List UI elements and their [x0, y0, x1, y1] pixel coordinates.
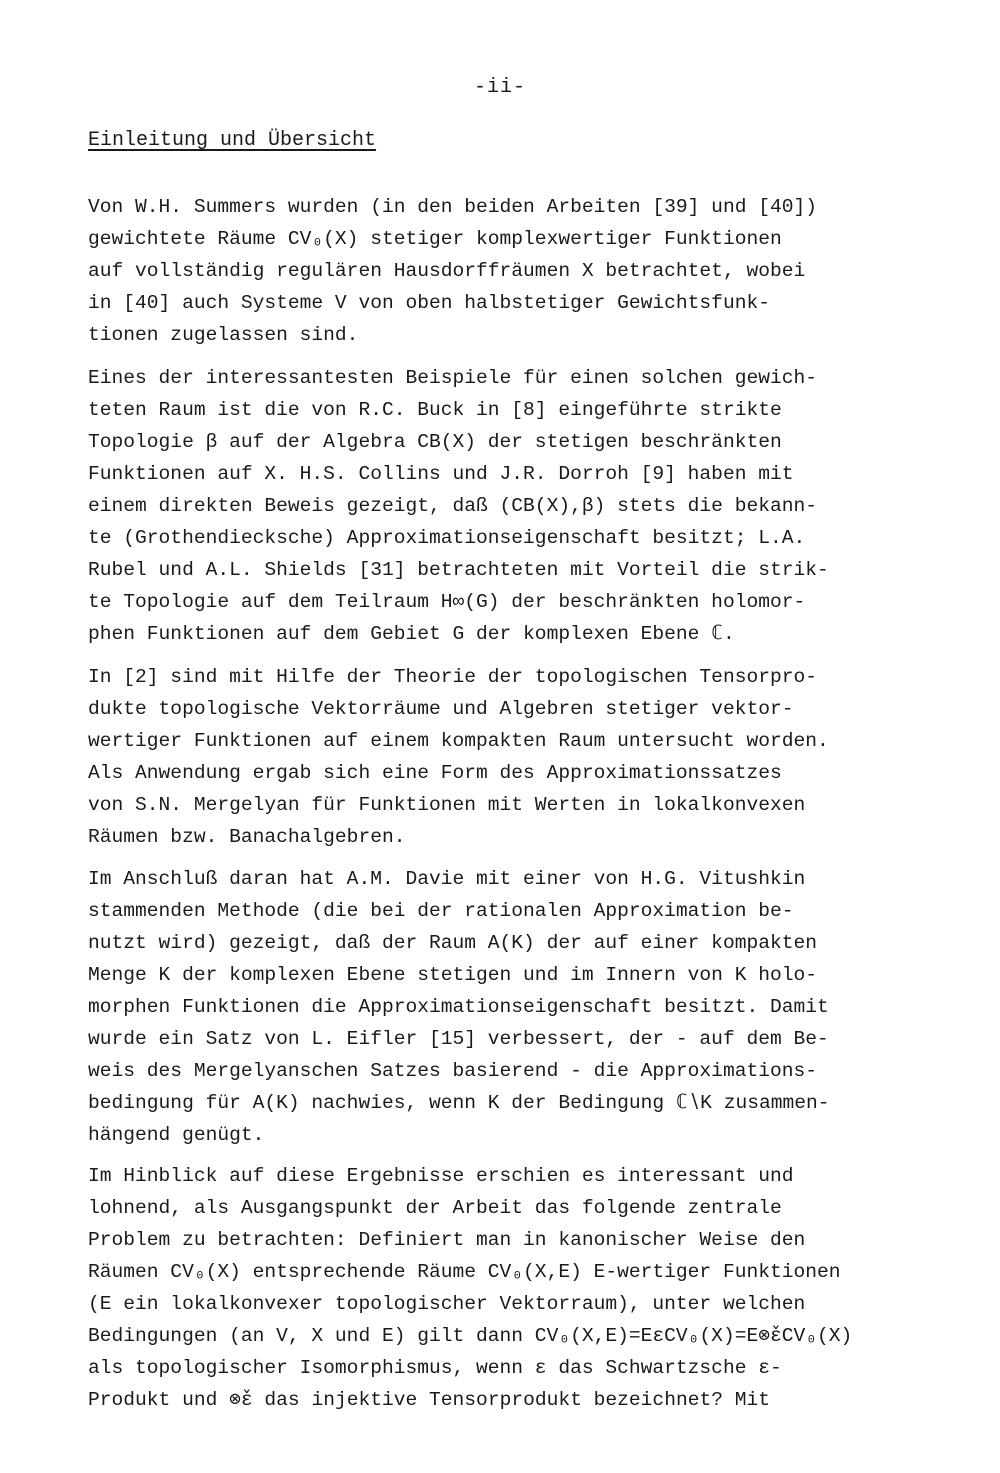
- text-line: (E ein lokalkonvexer topologischer Vektorraum), unter welchen: [88, 1293, 806, 1315]
- text-line: te (Grothendiecksche) Approximationseigenschaft besitzt; L.A.: [88, 527, 806, 549]
- text-line: Rubel und A.L. Shields [31] betrachteten mit Vorteil die strik-: [88, 559, 829, 581]
- text-line: phen Funktionen auf dem Gebiet G der komplexen Ebene ℂ.: [88, 623, 735, 645]
- text-line: von S.N. Mergelyan für Funktionen mit Werten in lokalkonvexen: [88, 794, 806, 816]
- page-number: -ii-: [473, 76, 526, 99]
- text-line: hängend genügt.: [88, 1124, 265, 1146]
- text-line: Als Anwendung ergab sich eine Form des Approximationssatzes: [88, 762, 782, 784]
- text-line: Im Hinblick auf diese Ergebnisse erschien es interessant und: [88, 1165, 794, 1187]
- text-line: nutzt wird) gezeigt, daß der Raum A(K) der auf einer kompakten: [88, 932, 818, 954]
- text-line: Problem zu betrachten: Definiert man in kanonischer Weise den: [88, 1229, 806, 1251]
- text-line: Von W.H. Summers wurden (in den beiden Arbeiten [39] und [40]): [88, 196, 818, 218]
- text-line: in [40] auch Systeme V von oben halbstetiger Gewichtsfunk-: [88, 292, 770, 314]
- text-line: wertiger Funktionen auf einem kompakten Raum untersucht worden.: [88, 730, 829, 752]
- text-line: Produkt und ⊗̌ε das injektive Tensorprodukt bezeichnet? Mit: [88, 1389, 771, 1411]
- text-line: wurde ein Satz von L. Eifler [15] verbessert, der - auf dem Be-: [88, 1028, 829, 1050]
- text-line: morphen Funktionen die Approximationseigenschaft besitzt. Damit: [88, 996, 829, 1018]
- text-line: Im Anschluß daran hat A.M. Davie mit einer von H.G. Vitushkin: [88, 868, 806, 890]
- text-line: stammenden Methode (die bei der rationalen Approximation be-: [88, 900, 794, 922]
- text-line: Eines der interessantesten Beispiele für einen solchen gewich-: [88, 367, 818, 389]
- text-line: teten Raum ist die von R.C. Buck in [8] eingeführte strikte: [88, 399, 782, 421]
- text-line: dukte topologische Vektorräume und Algebren stetiger vektor-: [88, 698, 794, 720]
- text-line: Funktionen auf X. H.S. Collins und J.R. Dorroh [9] haben mit: [88, 463, 794, 485]
- text-line: te Topologie auf dem Teilraum H∞(G) der beschränkten holomor-: [88, 591, 806, 613]
- section-heading: Einleitung und Übersicht: [88, 129, 377, 152]
- text-line: als topologischer Isomorphismus, wenn ε das Schwartzsche ε-: [88, 1357, 782, 1379]
- text-line: bedingung für A(K) nachwies, wenn K der Bedingung ℂ∖K zusammen-: [88, 1092, 830, 1114]
- text-line: gewichtete Räume CV₀(X) stetiger komplexwertiger Funktionen: [88, 228, 782, 250]
- text-line: lohnend, als Ausgangspunkt der Arbeit das folgende zentrale: [88, 1197, 782, 1219]
- text-line: Bedingungen (an V, X und E) gilt dann CV₀(X,E)=EεCV₀(X)=E⊗̌εCV₀(X): [88, 1325, 853, 1347]
- text-line: auf vollständig regulären Hausdorffräumen X betrachtet, wobei: [88, 260, 806, 282]
- text-line: Menge K der komplexen Ebene stetigen und im Innern von K holo-: [88, 964, 818, 986]
- text-line: Räumen bzw. Banachalgebren.: [88, 826, 406, 848]
- text-line: tionen zugelassen sind.: [88, 324, 359, 346]
- text-line: In [2] sind mit Hilfe der Theorie der topologischen Tensorpro-: [88, 666, 818, 688]
- text-line: Topologie β auf der Algebra CB(X) der stetigen beschränkten: [88, 431, 782, 453]
- text-line: einem direkten Beweis gezeigt, daß (CB(X),β) stets die bekann-: [88, 495, 818, 517]
- text-line: weis des Mergelyanschen Satzes basierend - die Approximations-: [88, 1060, 818, 1082]
- text-line: Räumen CV₀(X) entsprechende Räume CV₀(X,E) E-wertiger Funktionen: [88, 1261, 841, 1283]
